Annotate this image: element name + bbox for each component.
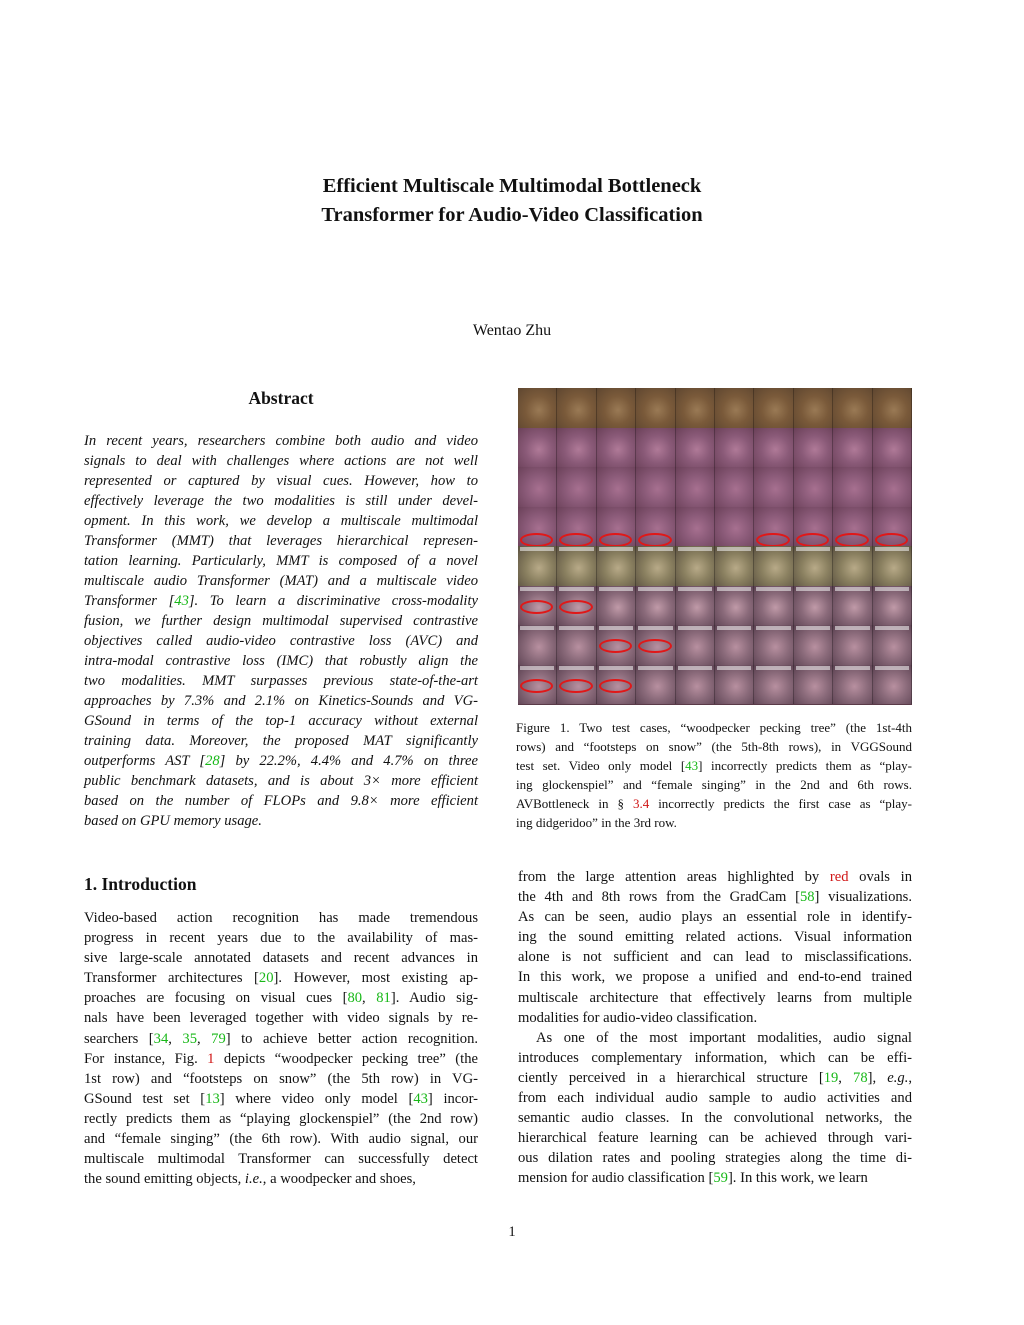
text-line: For instance, Fig. 1 depicts “woodpecker pecking tree” (the — [84, 1050, 478, 1067]
frame-caption-strip — [638, 666, 672, 670]
frame-caption-strip — [599, 666, 633, 670]
attention-oval — [520, 679, 553, 693]
abstract-heading: Abstract — [248, 388, 314, 408]
video-frame-thumbnail — [676, 388, 715, 428]
figure-row — [518, 388, 912, 428]
text-line: rectly predicts them as “playing glockenspiel” (the 2nd row) — [84, 1110, 478, 1127]
frame-caption-strip — [875, 666, 909, 670]
text-line: effectively leverage the two modalities is still under devel- — [84, 493, 478, 509]
title-line-2: Transformer for Audio-Video Classification — [321, 204, 703, 226]
video-frame-thumbnail — [636, 546, 675, 586]
video-frame-thumbnail — [557, 467, 596, 507]
video-frame-thumbnail — [676, 546, 715, 586]
video-frame-thumbnail — [754, 467, 793, 507]
title-line-1: Efficient Multiscale Multimodal Bottleneck — [322, 175, 702, 197]
text-line: nals have been leveraged together with video signals by re- — [84, 1010, 478, 1027]
video-frame-thumbnail — [833, 586, 872, 626]
frame-caption-strip — [717, 547, 751, 551]
attention-oval — [599, 679, 632, 693]
frame-caption-strip — [638, 626, 672, 630]
text-line: searchers [34, 35, 79] to achieve better action recognition. — [84, 1030, 479, 1047]
frame-caption-strip — [678, 626, 712, 630]
text-line: multiscale multimodal Transformer can successfully detect — [84, 1151, 478, 1168]
frame-caption-strip — [796, 587, 830, 591]
video-frame-thumbnail — [715, 467, 754, 507]
text-line: AVBottleneck in § 3.4 incorrectly predicts the first case as “play- — [516, 796, 913, 811]
video-frame-thumbnail — [833, 625, 872, 665]
video-frame-thumbnail — [873, 586, 912, 626]
video-frame-thumbnail — [873, 665, 912, 705]
frame-caption-strip — [520, 547, 554, 551]
frame-caption-strip — [638, 587, 672, 591]
frame-caption-strip — [875, 626, 909, 630]
text-line: Video-based action recognition has made tremendous — [84, 910, 478, 926]
video-frame-thumbnail — [833, 388, 872, 428]
video-frame-thumbnail — [754, 586, 793, 626]
video-frame-thumbnail — [597, 388, 636, 428]
video-frame-thumbnail — [518, 428, 557, 468]
frame-caption-strip — [559, 547, 593, 551]
text-line: ing glockenspiel” and “female singing” in the 2nd and 6th rows. — [516, 777, 912, 792]
video-frame-thumbnail — [833, 467, 872, 507]
video-frame-thumbnail — [754, 625, 793, 665]
video-frame-thumbnail — [794, 546, 833, 586]
text-line: approaches by 7.3% and 2.1% on Kinetics-Sounds and VG- — [84, 693, 478, 709]
text-line: objectives called audio-video contrastive loss (AVC) and — [84, 633, 478, 649]
text-line: ciently perceived in a hierarchical structure [19, 78], e.g., — [518, 1069, 912, 1086]
frame-caption-strip — [835, 587, 869, 591]
frame-caption-strip — [678, 587, 712, 591]
text-line: and “female singing” (the 6th row). With audio signal, our — [84, 1131, 478, 1148]
text-line: introduces complementary information, which can be effi- — [518, 1049, 912, 1066]
frame-caption-strip — [559, 626, 593, 630]
video-frame-thumbnail — [636, 665, 675, 705]
video-frame-thumbnail — [754, 546, 793, 586]
text-line: the sound emitting objects, i.e., a woodpecker and shoes, — [84, 1171, 416, 1188]
section-heading-introduction: 1. Introduction — [84, 874, 197, 894]
frame-caption-strip — [756, 666, 790, 670]
text-line: GSound in terms of the top-1 accuracy without external — [84, 713, 478, 729]
attention-oval — [875, 533, 908, 547]
text-line: Transformer (MMT) that leverages hierarchical represen- — [84, 533, 478, 549]
video-frame-thumbnail — [794, 467, 833, 507]
text-line: based on GPU memory usage. — [84, 813, 262, 829]
attention-oval — [520, 533, 553, 547]
frame-caption-strip — [599, 587, 633, 591]
video-frame-thumbnail — [833, 546, 872, 586]
video-frame-thumbnail — [715, 388, 754, 428]
video-frame-thumbnail — [676, 507, 715, 547]
text-line: opment. In this work, we develop a multiscale multimodal — [84, 513, 478, 529]
video-frame-thumbnail — [833, 665, 872, 705]
video-frame-thumbnail — [597, 546, 636, 586]
video-frame-thumbnail — [833, 428, 872, 468]
intro-right-column — [518, 867, 912, 1189]
video-frame-thumbnail — [557, 625, 596, 665]
text-line: from each individual audio sample to audio activities and — [518, 1090, 912, 1107]
video-frame-thumbnail — [715, 625, 754, 665]
video-frame-thumbnail — [597, 586, 636, 626]
video-frame-thumbnail — [754, 388, 793, 428]
video-frame-thumbnail — [597, 467, 636, 507]
text-line: As one of the most important modalities, audio signal — [536, 1029, 912, 1046]
video-frame-thumbnail — [636, 388, 675, 428]
frame-caption-strip — [678, 666, 712, 670]
text-line: progress in recent years due to the availability of mas- — [84, 930, 478, 947]
attention-oval — [796, 533, 829, 547]
video-frame-thumbnail — [794, 586, 833, 626]
video-frame-thumbnail — [676, 467, 715, 507]
attention-oval — [559, 600, 592, 614]
text-line: outperforms AST [28] by 22.2%, 4.4% and 4.7% on three — [84, 753, 478, 769]
frame-caption-strip — [756, 587, 790, 591]
frame-caption-strip — [559, 666, 593, 670]
figure-row — [518, 467, 912, 507]
video-frame-thumbnail — [636, 467, 675, 507]
video-frame-thumbnail — [794, 428, 833, 468]
video-frame-thumbnail — [518, 546, 557, 586]
text-line: ing the sound emitting related actions. Visual information — [518, 929, 912, 946]
video-frame-thumbnail — [557, 428, 596, 468]
attention-oval — [638, 533, 671, 547]
text-line: training data. Moreover, the proposed MAT significantly — [84, 733, 478, 749]
frame-caption-strip — [599, 547, 633, 551]
video-frame-thumbnail — [676, 586, 715, 626]
text-line: the 4th and 8th rows from the GradCam [58] visualizations. — [518, 889, 912, 906]
text-line: signals to deal with challenges where actions are not well — [84, 453, 478, 469]
text-line: Transformer architectures [20]. However, most existing ap- — [84, 970, 478, 987]
text-line: GSound test set [13] where video only model [43] incor- — [84, 1090, 478, 1107]
text-line: sive large-scale annotated datasets and recent advances in — [84, 950, 478, 967]
figure-row — [518, 507, 912, 547]
video-frame-thumbnail — [715, 586, 754, 626]
text-line: Figure 1. Two test cases, “woodpecker pecking tree” (the 1st-4th — [516, 720, 912, 735]
attention-oval — [756, 533, 789, 547]
text-line: In this work, we propose a unified and end-to-end trained — [518, 969, 912, 986]
page-number: 1 — [508, 1224, 516, 1240]
video-frame-thumbnail — [715, 546, 754, 586]
figure-row — [518, 625, 912, 665]
text-line: Transformer [43]. To learn a discriminative cross-modality — [84, 593, 478, 609]
video-frame-thumbnail — [794, 665, 833, 705]
video-frame-thumbnail — [676, 625, 715, 665]
text-line: proaches are focusing on visual cues [80, 81]. Audio sig- — [84, 990, 479, 1007]
frame-caption-strip — [520, 626, 554, 630]
frame-caption-strip — [717, 626, 751, 630]
attention-oval — [638, 639, 671, 653]
text-line: intra-modal contrastive loss (IMC) that robustly align the — [84, 653, 478, 669]
video-frame-thumbnail — [676, 428, 715, 468]
video-frame-thumbnail — [873, 388, 912, 428]
video-frame-thumbnail — [636, 428, 675, 468]
frame-caption-strip — [638, 547, 672, 551]
text-line: from the large attention areas highlighted by red ovals in — [518, 869, 912, 885]
figure-1-caption — [516, 718, 912, 832]
frame-caption-strip — [875, 547, 909, 551]
attention-oval — [559, 679, 592, 693]
text-line: ous dilation rates and pooling strategies along the time di- — [518, 1150, 912, 1167]
video-frame-thumbnail — [794, 388, 833, 428]
video-frame-thumbnail — [794, 625, 833, 665]
text-line: two modalities. MMT surpasses previous state-of-the-art — [84, 673, 478, 689]
attention-oval — [835, 533, 868, 547]
frame-caption-strip — [678, 547, 712, 551]
attention-oval — [520, 600, 553, 614]
text-line: rows) and “footsteps on snow” (the 5th-8th rows), in VGGSound — [516, 739, 912, 754]
text-line: fusion, we further design multimodal supervised contrastive — [84, 613, 478, 629]
video-frame-thumbnail — [636, 586, 675, 626]
figure-row — [518, 665, 912, 705]
intro-left-column — [84, 908, 478, 1189]
frame-caption-strip — [520, 587, 554, 591]
frame-caption-strip — [717, 666, 751, 670]
figure-row — [518, 546, 912, 586]
video-frame-thumbnail — [557, 546, 596, 586]
attention-oval — [559, 533, 592, 547]
frame-caption-strip — [559, 587, 593, 591]
attention-oval — [599, 533, 632, 547]
video-frame-thumbnail — [518, 388, 557, 428]
video-frame-thumbnail — [518, 467, 557, 507]
video-frame-thumbnail — [754, 665, 793, 705]
text-line: test set. Video only model [43] incorrectly predicts them as “play- — [516, 758, 912, 773]
video-frame-thumbnail — [715, 428, 754, 468]
frame-caption-strip — [599, 626, 633, 630]
frame-caption-strip — [835, 547, 869, 551]
text-line: As can be seen, audio plays an essential role in identify- — [518, 909, 912, 926]
text-line: hierarchical feature learning can be achieved through vari- — [518, 1130, 912, 1147]
frame-caption-strip — [835, 666, 869, 670]
video-frame-thumbnail — [518, 625, 557, 665]
video-frame-thumbnail — [873, 625, 912, 665]
text-line: modalities for audio-video classification. — [518, 1009, 758, 1026]
video-frame-thumbnail — [557, 388, 596, 428]
video-frame-thumbnail — [715, 507, 754, 547]
text-line: semantic audio classes. In the convolutional networks, the — [518, 1110, 912, 1127]
video-frame-thumbnail — [873, 467, 912, 507]
text-line: multiscale audio Transformer (MAT) and a multiscale video — [84, 573, 478, 589]
frame-caption-strip — [520, 666, 554, 670]
text-line: alone is not sufficient and can lead to misclassifications. — [518, 949, 912, 966]
video-frame-thumbnail — [597, 428, 636, 468]
text-line: tation learning. Particularly, MMT is composed of a novel — [84, 553, 478, 569]
frame-caption-strip — [796, 626, 830, 630]
text-line: public benchmark datasets, and is about 3× more efficient — [84, 773, 478, 789]
video-frame-thumbnail — [873, 428, 912, 468]
frame-caption-strip — [756, 626, 790, 630]
frame-caption-strip — [875, 587, 909, 591]
text-line: In recent years, researchers combine both audio and video — [84, 433, 478, 449]
figure-row — [518, 586, 912, 626]
text-line: mension for audio classification [59]. In this work, we learn — [518, 1170, 868, 1187]
attention-oval — [599, 639, 632, 653]
frame-caption-strip — [796, 666, 830, 670]
video-frame-thumbnail — [676, 665, 715, 705]
frame-caption-strip — [835, 626, 869, 630]
text-line: 1st row) and “footsteps on snow” (the 5th row) in VG- — [84, 1070, 478, 1087]
video-frame-thumbnail — [873, 546, 912, 586]
frame-caption-strip — [717, 587, 751, 591]
text-line: multiscale architecture that effectively learns from multiple — [518, 989, 912, 1006]
figure-row — [518, 428, 912, 468]
text-line: ing didgeridoo” in the 3rd row. — [516, 815, 677, 830]
figure-1-image — [518, 388, 912, 705]
text-line: based on the number of FLOPs and 9.8× more efficient — [84, 793, 478, 809]
frame-caption-strip — [796, 547, 830, 551]
text-line: represented or captured by visual cues. However, how to — [84, 473, 478, 489]
frame-caption-strip — [756, 547, 790, 551]
video-frame-thumbnail — [715, 665, 754, 705]
paper-title — [0, 172, 1024, 230]
abstract-body — [84, 431, 478, 831]
author-name: Wentao Zhu — [472, 322, 552, 339]
video-frame-thumbnail — [754, 428, 793, 468]
